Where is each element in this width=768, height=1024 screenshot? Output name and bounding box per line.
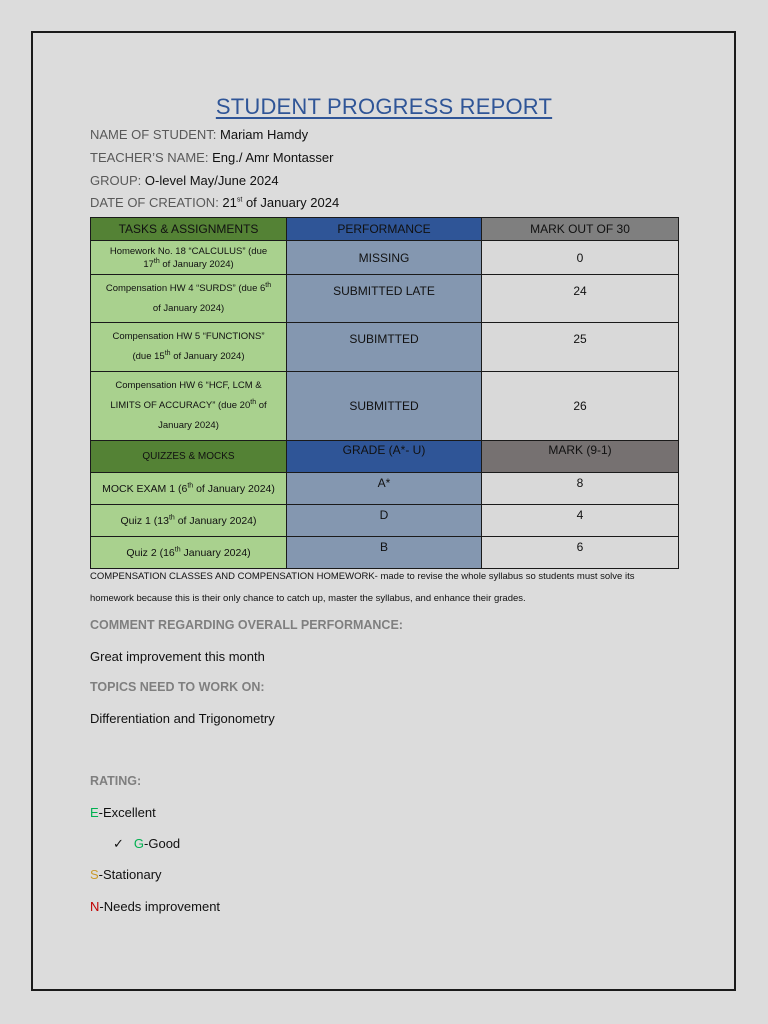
rating-letter-g: G xyxy=(133,836,145,851)
quiz-header-row xyxy=(91,441,679,473)
performance-cell: SUBIMTTED xyxy=(287,323,482,372)
mark-cell: 4 xyxy=(482,505,679,537)
progress-table xyxy=(90,217,679,569)
mark-cell: 24 xyxy=(482,275,679,323)
creation-date-label: DATE OF CREATION: xyxy=(90,195,219,210)
mark-header: MARK OUT OF 30 xyxy=(482,218,679,241)
mark-cell: 25 xyxy=(482,323,679,372)
performance-header: PERFORMANCE xyxy=(287,218,482,241)
rating-needs-improvement: N-Needs improvement xyxy=(90,899,221,914)
group-label: GROUP: xyxy=(90,173,142,188)
comment-heading: COMMENT REGARDING OVERALL PERFORMANCE: xyxy=(90,618,403,632)
mark-cell: 0 xyxy=(482,241,679,275)
task-cell: Compensation HW 6 “HCF, LCM & LIMITS OF ACCURACY” (due 20th of January 2024) xyxy=(91,372,287,441)
creation-date-value: 21st of January 2024 xyxy=(218,195,340,210)
table-row xyxy=(91,473,679,505)
nine-one-mark-header: MARK (9-1) xyxy=(482,441,679,473)
performance-cell: SUBMITTED xyxy=(287,372,482,441)
rating-letter-n: N xyxy=(90,899,100,914)
rating-excellent: E-Excellent xyxy=(90,805,156,820)
grade-cell: D xyxy=(287,505,482,537)
grade-cell: B xyxy=(287,537,482,569)
rating-stationary: S-Stationary xyxy=(90,867,162,882)
report-title: STUDENT PROGRESS REPORT xyxy=(215,94,553,119)
creation-date-line xyxy=(90,195,339,210)
checkmark-icon: ✓ xyxy=(113,836,124,851)
note-line-1: COMPENSATION CLASSES AND COMPENSATION HOMEWORK- made to revise the whole syllabus so students must solve its xyxy=(90,571,635,582)
table-row xyxy=(91,275,679,323)
task-cell: Compensation HW 5 “FUNCTIONS” (due 15th of January 2024) xyxy=(91,323,287,372)
table-row xyxy=(91,505,679,537)
quizzes-header: QUIZZES & MOCKS xyxy=(91,441,287,473)
rating-letter-e: E xyxy=(90,805,99,820)
student-name-label: NAME OF STUDENT: xyxy=(90,127,217,142)
rating-good: ✓ G-Good xyxy=(113,836,181,851)
teacher-name-value: Eng./ Amr Montasser xyxy=(208,150,334,165)
topics-text: Differentiation and Trigonometry xyxy=(90,711,275,726)
teacher-name-label: TEACHER’S NAME: xyxy=(90,150,209,165)
comment-text: Great improvement this month xyxy=(90,649,265,664)
task-cell: Homework No. 18 “CALCULUS” (due 17th of January 2024) xyxy=(91,241,287,275)
table-row xyxy=(91,537,679,569)
topics-heading: TOPICS NEED TO WORK ON: xyxy=(90,680,265,694)
task-cell: Compensation HW 4 “SURDS” (due 6th of January 2024) xyxy=(91,275,287,323)
grade-cell: A* xyxy=(287,473,482,505)
table-row xyxy=(91,372,679,441)
quiz-cell: Quiz 2 (16th January 2024) xyxy=(91,537,287,569)
table-row xyxy=(91,323,679,372)
note-line-2: homework because this is their only chance to catch up, master the syllabus, and enhance their grades. xyxy=(90,593,526,604)
quiz-cell: Quiz 1 (13th of January 2024) xyxy=(91,505,287,537)
table-header-row xyxy=(91,218,679,241)
teacher-name-line xyxy=(90,150,333,165)
grade-header: GRADE (A*- U) xyxy=(287,441,482,473)
student-name-value: Mariam Hamdy xyxy=(216,127,309,142)
rating-letter-s: S xyxy=(90,867,99,882)
performance-cell: SUBMITTED LATE xyxy=(287,275,482,323)
mark-cell: 6 xyxy=(482,537,679,569)
table-row xyxy=(91,241,679,275)
mark-cell: 8 xyxy=(482,473,679,505)
mark-cell: 26 xyxy=(482,372,679,441)
tasks-header: TASKS & ASSIGNMENTS xyxy=(91,218,287,241)
quiz-cell: MOCK EXAM 1 (6th of January 2024) xyxy=(91,473,287,505)
group-value: O-level May/June 2024 xyxy=(141,173,279,188)
compensation-note xyxy=(90,566,690,610)
student-name-line xyxy=(90,127,308,142)
performance-cell: MISSING xyxy=(287,241,482,275)
group-line xyxy=(90,173,279,188)
rating-heading: RATING: xyxy=(90,774,142,788)
